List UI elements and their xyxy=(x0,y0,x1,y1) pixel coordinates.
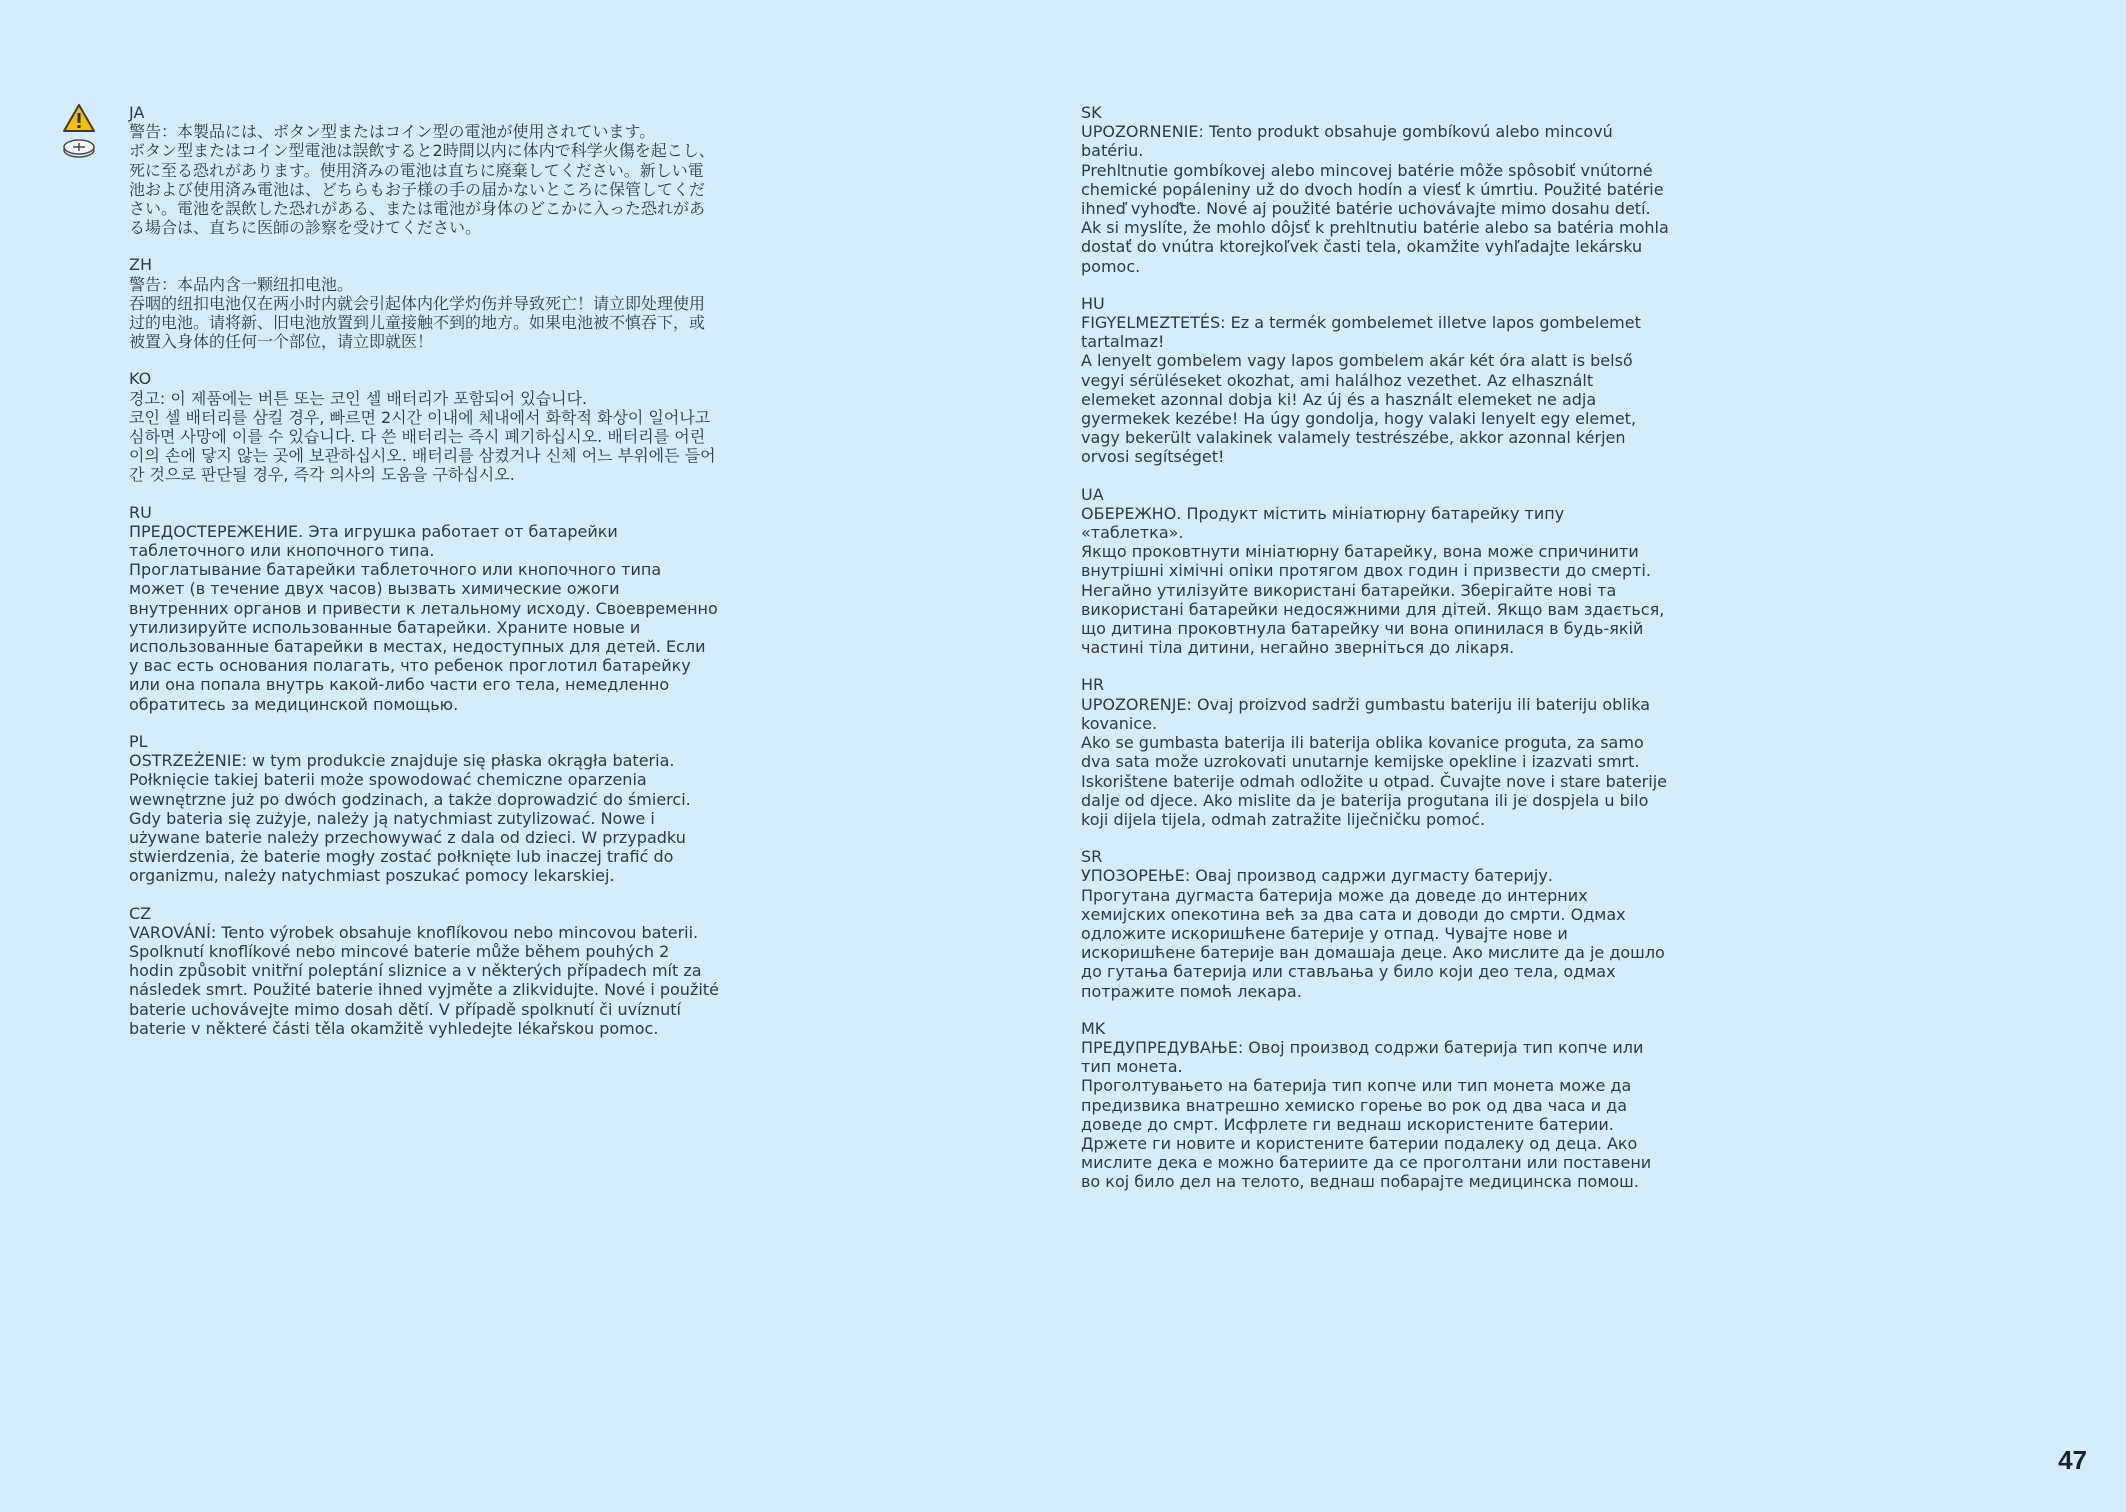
language-code: UA xyxy=(1081,484,1104,504)
warning-body-text: Spolknutí knoflíkové nebo mincové baterie může během pouhých 2 hodin způsobit vnitřní poleptání sliznice a v některých případech mít za následek smrt. Použité baterie ihned vyjměte a zlikvidujte. Nové i použité baterie uchovávejte mimo dosah dětí. V případě spolknutí či uvíznutí baterie v některé části těla okamžitě vyhledejte lékařskou pomoc. xyxy=(129,941,719,1038)
coin-battery-icon xyxy=(62,137,96,159)
warning-body-text: 吞咽的纽扣电池仅在两小时内就会引起体内化学灼伤并导致死亡！请立即处理使用过的电池。请将新、旧电池放置到儿童接触不到的地方。如果电池被不慎吞下，或被置入身体的任何一个部位，请立即就医！ xyxy=(129,293,706,352)
warning-icons xyxy=(62,103,98,159)
warning-section-pl xyxy=(129,732,719,886)
page-number: 47 xyxy=(2058,1445,2087,1475)
language-code: SR xyxy=(1081,847,1103,867)
warning-heading-text: ОБЕРЕЖНО. Продукт містить мініатюрну батарейку типу «таблетка». xyxy=(1081,503,1565,543)
warning-body-text: A lenyelt gombelem vagy lapos gombelem akár két óra alatt is belső vegyi sérüléseket okozhat, ami halálhoz vezethet. Az elhasznált elemeket azonnal dobja ki! Az új és a használt elemeket ne adja gyermekek kezébe! Ha úgy gondolja, hogy valaki lenyelt egy elemet, vagy bekerült valakinek valamely testrészébe, akkor azonnal kérjen orvosi segítséget! xyxy=(1081,351,1637,467)
warning-body-text: Прогутана дугмаста батерија може да доведе до интерних хемијских опекотина већ за два сата и доводи до смрти. Одмах одложите искоришћене батерије у отпад. Чувајте нове и искоришћене батерије ван домашаја деце. Ако мислите да је дошло до гутања батерија или стављања у било који део тела, одмах потражите помоћ лекара. xyxy=(1081,885,1665,1001)
warning-section-sr xyxy=(1081,847,1671,1001)
warning-body-text: Якщо проковтнути мініатюрну батарейку, вона може спричинити внутрішні хімічні опіки протягом двох годин і призвести до смерті. Негайно утилізуйте використані батарейки. Зберігайте нові та використані батарейки недосяжними для дітей. Якщо вам здається, що дитина проковтнула батарейку чи вона опинилася в будь-якій частині тіла дитини, негайно зверніться до лікаря. xyxy=(1081,542,1665,658)
warning-heading-text: 경고: 이 제품에는 버튼 또는 코인 셀 배터리가 포함되어 있습니다. xyxy=(129,388,588,408)
warning-section-cz xyxy=(129,904,719,1038)
warning-section-hr xyxy=(1081,675,1671,829)
warning-section-ko xyxy=(129,369,719,484)
language-code: HR xyxy=(1081,675,1105,695)
warning-body-text: Prehltnutie gombíkovej alebo mincovej batérie môže spôsobiť vnútorné chemické popáleniny už do dvoch hodín a viesť k úmrtiu. Použité batérie ihneď vyhoďte. Nové aj použité batérie uchovávajte mimo dosahu detí. Ak si myslíte, že mohlo dôjsť k prehltnutiu batérie alebo sa batéria mohla dostať do vnútra ktorejkoľvek časti tela, okamžite vyhľadajte lekársku pomoc. xyxy=(1081,160,1669,276)
right-column xyxy=(1081,103,1671,1210)
warning-section-ua xyxy=(1081,485,1671,658)
language-code: KO xyxy=(129,369,152,389)
warning-body-text: Проголтувањето на батерија тип копче или тип монета може да предизвика внатрешно хемиско горење во рок од два часа и да доведе до смрт. Исфрлете ги веднаш искористените батерии. Држете ги новите и користените батерии подалеку од деца. Ако мислите дека е можно батериите да се проголтани или поставени во кој било дел на телото, веднаш побарајте медицинска помош. xyxy=(1081,1076,1652,1192)
warning-section-sk xyxy=(1081,103,1671,276)
warning-heading-text: ПРЕДУПРЕДУВАЊЕ: Овој производ содржи батерија тип копче или тип монета. xyxy=(1081,1037,1644,1077)
warning-section-hu xyxy=(1081,294,1671,467)
language-code: SK xyxy=(1081,103,1102,122)
language-code: CZ xyxy=(129,903,152,923)
warning-heading-text: 警告：本品内含一颗纽扣电池。 xyxy=(129,274,354,294)
language-code: MK xyxy=(1081,1018,1106,1038)
warning-section-ru xyxy=(129,503,719,714)
warning-body-text: 코인 셀 배터리를 삼킬 경우, 빠르면 2시간 이내에 체내에서 화학적 화상이 일어나고 심하면 사망에 이를 수 있습니다. 다 쓴 배터리는 즉시 폐기하십시오. 배터리를 어린이의 손에 닿지 않는 곳에 보관하십시오. 배터리를 삼켰거나 신체 어느 부위에든 들어간 것으로 판단될 경우, 즉각 의사의 도움을 구하십시오. xyxy=(129,407,716,485)
warning-triangle-icon xyxy=(62,103,96,133)
warning-body-text: Ako se gumbasta baterija ili baterija oblika kovanice proguta, za samo dva sata može uzrokovati unutarnje kemijske opekline i izazvati smrt. Iskorištene baterije odmah odložite u otpad. Čuvajte nove i stare baterije dalje od djece. Ako mislite da je baterija progutana ili je dospjela u bilo koji dijela tijela, odmah zatražite liječničku pomoć. xyxy=(1081,733,1667,829)
warning-heading-text: OSTRZEŻENIE: w tym produkcie znajduje się płaska okrągła bateria. xyxy=(129,751,675,771)
warning-heading-text: ПРЕДОСТЕРЕЖЕНИЕ. Эта игрушка работает от батарейки таблеточного или кнопочного типа. xyxy=(129,521,618,561)
warning-heading-text: VAROVÁNÍ: Tento výrobek obsahuje knoflíkovou nebo mincovou baterii. xyxy=(129,922,699,942)
warning-heading-text: UPOZORENJE: Ovaj proizvod sadrži gumbastu bateriju ili bateriju oblika kovanice. xyxy=(1081,694,1650,733)
left-column xyxy=(129,103,719,1056)
warning-heading-text: UPOZORNENIE: Tento produkt obsahuje gombíkovú alebo mincovú batériu. xyxy=(1081,122,1613,161)
warning-heading-text: FIGYELMEZTETÉS: Ez a termék gombelemet illetve lapos gombelemet tartalmaz! xyxy=(1081,313,1641,352)
language-code: ZH xyxy=(129,255,152,275)
language-code: JA xyxy=(129,103,145,122)
warning-section-mk xyxy=(1081,1019,1671,1192)
warning-section-ja xyxy=(129,103,719,237)
warning-heading-text: УПОЗОРЕЊЕ: Овај производ садржи дугмасту батерију. xyxy=(1081,866,1553,886)
language-code: HU xyxy=(1081,293,1105,313)
warning-section-zh xyxy=(129,255,719,351)
language-code: PL xyxy=(129,731,148,751)
language-code: RU xyxy=(129,502,152,522)
warning-body-text: Проглатывание батарейки таблеточного или кнопочного типа может (в течение двух часов) вызвать химические ожоги внутренних органов и привести к летальному исходу. Своевременно утилизируйте использованные батарейки. Храните новые и использованные батарейки в местах, недоступных для детей. Если у вас есть основания полагать, что ребенок проглотил батарейку или она попала внутрь какой-либо части его тела, немедленно обратитесь за медицинской помощью. xyxy=(129,560,718,714)
warning-body-text: ボタン型またはコイン型電池は誤飲すると2時間以内に体内で科学火傷を起こし、死に至る恐れがあります。使用済みの電池は直ちに廃棄してください。新しい電池および使用済み電池は、どちらもお子様の手の届かないところに保管してください。電池を誤飲した恐れがある、または電池が身体のどこかに入った恐れがある場合は、直ちに医師の診察を受けてください。 xyxy=(129,141,715,238)
warning-body-text: Połknięcie takiej baterii może spowodować chemiczne oparzenia wewnętrzne już po dwóch godzinach, a także doprowadzić do śmierci. Gdy bateria się zużyje, należy ją natychmiast zutylizować. Nowe i używane baterie należy przechowywać z dala od dzieci. W przypadku stwierdzenia, że baterie mogły zostać połknięte lub inaczej trafić do organizmu, należy natychmiast poszukać pomocy lekarskiej. xyxy=(129,770,691,886)
warning-heading-text: 警告：本製品には、ボタン型またはコイン型の電池が使用されています。 xyxy=(129,122,656,142)
